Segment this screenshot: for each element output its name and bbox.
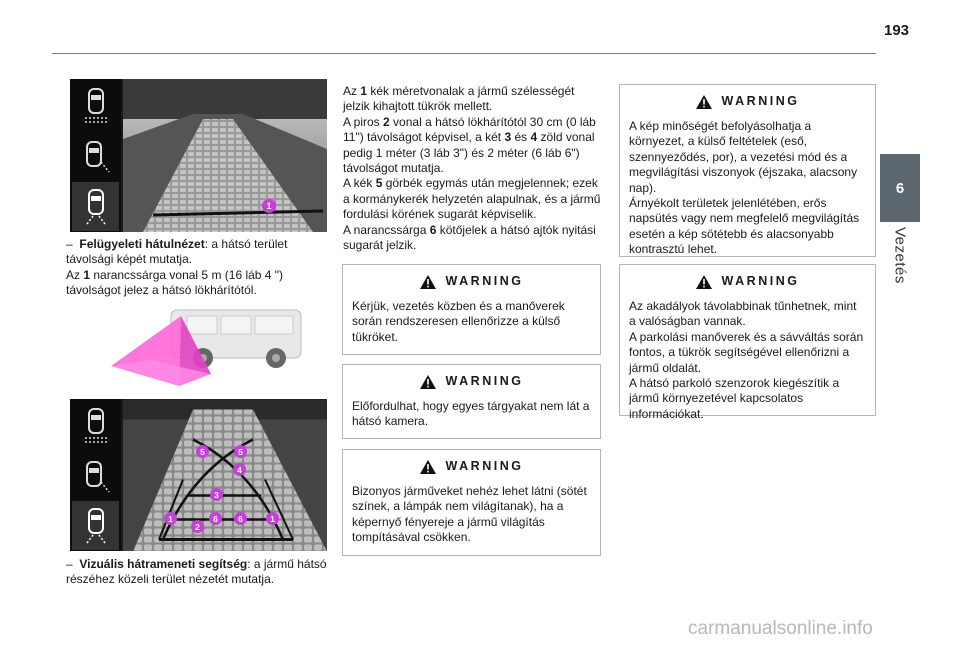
text: zöld vonal pedig 1 méter (3 láb 3") és 2 méter (6 láb 6") távolságot mutatja.	[343, 130, 595, 176]
reversing-aid-text: : a jármű hátsó részéhez közeli terület nézetét mutatja.	[66, 557, 327, 587]
ref-number: 1	[360, 84, 368, 98]
warning-text: Előfordulhat, hogy egyes tárgyakat nem lát a hátsó kamera.	[352, 399, 590, 429]
warning-title: WARNING	[445, 459, 524, 474]
marker-1-right: 1	[266, 512, 279, 525]
section-tab[interactable]: 6	[880, 154, 920, 222]
term-monitoring-view: Felügyeleti hátulnézet	[79, 237, 205, 251]
warning-text: Bizonyos járműveket nehéz lehet látni (sötét színek, a lámpák nem világítanak), ha a képernyő fényereje a jármű világítás tompításával csökken.	[352, 484, 587, 545]
watermark: carmanualsonline.info	[688, 618, 873, 639]
marker-2: 2	[191, 520, 204, 533]
distance-marker-1: 1	[262, 199, 276, 213]
warning-text: A kép minőségét befolyásolhatja a környezet, a külső feltételek (eső, szennyeződés, por), a vezetési mód és a megvilágítási viszonyok (éjszaka, alacsony nap).	[629, 119, 858, 195]
monitoring-text: : a hátsó terület távolsági képét mutatja.	[66, 237, 288, 267]
camera-view-icons	[70, 399, 121, 551]
warning-triangle-icon	[696, 95, 712, 109]
warning-triangle-icon	[420, 460, 436, 474]
text: Az	[343, 84, 361, 98]
camera-scene-near	[123, 399, 327, 551]
marker-1-left: 1	[164, 512, 177, 525]
warning-box-visibility	[342, 449, 601, 556]
warning-title: WARNING	[445, 274, 524, 289]
header-rule	[52, 53, 876, 54]
text: és	[511, 130, 531, 145]
ref-number: 1	[83, 267, 91, 282]
text: Az	[66, 267, 84, 282]
orange-line-text: narancssárga vonal 5 m (16 láb 4 ") távolságot jelez a hátsó lökhárítótól.	[66, 267, 284, 298]
text: görbék egymás után megjelennek; ezek a kormánykerék helyzetén alapulnak, és a jármű fordulási körének sugarát képviselik.	[343, 176, 601, 222]
text: A narancssárga	[343, 222, 430, 237]
monitoring-view-description	[66, 237, 328, 299]
warning-box-mirrors	[342, 264, 601, 355]
camera-scene-far	[123, 79, 327, 232]
ref-number: 2	[383, 114, 390, 129]
side-view-icon	[72, 132, 119, 181]
warning-box-obstacles	[619, 264, 876, 421]
section-label: Vezetés	[891, 226, 909, 284]
camera-view-icons	[70, 79, 121, 232]
page-number: 193	[884, 22, 910, 39]
warning-title: WARNING	[721, 274, 800, 289]
warning-text: Árnyékolt területek jelenlétében, erős napsütés vagy nem megfelelő megvilágítás esetén a kép sötétebb és alacsonyabb kontrasztú lehet.	[629, 196, 860, 257]
marker-3: 3	[210, 488, 223, 501]
warning-title: WARNING	[445, 374, 524, 389]
dash: –	[66, 557, 73, 571]
ref-number: 5	[375, 176, 383, 191]
side-view-icon	[72, 452, 119, 501]
marker-5-right: 5	[234, 445, 247, 458]
warning-text: Kérjük, vezetés közben és a manőverek során rendszeresen ellenőrizze a külső tükröket.	[352, 299, 565, 344]
warning-box-image-quality	[619, 84, 876, 257]
reversing-aid-description	[66, 557, 328, 588]
ref-number: 3	[504, 130, 512, 145]
text: A piros	[343, 114, 384, 129]
guideline-explanation	[343, 84, 601, 253]
warning-box-camera	[342, 364, 601, 439]
text: A kék	[343, 176, 376, 191]
text: kötőjelek a hátsó ajtók nyitási sugarát jelzik.	[343, 222, 596, 253]
warning-text: Az akadályok távolabbinak tűnhetnek, mint a valóságban vannak.	[629, 299, 857, 329]
rear-view-icon	[72, 182, 119, 231]
vehicle-camera-cone-illustration	[111, 308, 306, 393]
marker-6-right: 6	[234, 512, 247, 525]
term-reversing-aid: Vizuális hátrameneti segítség	[79, 557, 248, 571]
top-view-icon	[72, 401, 119, 450]
marker-5-left: 5	[196, 445, 209, 458]
camera-image-monitoring	[70, 79, 327, 232]
warning-text: A hátsó parkoló szenzorok kiegészítik a jármű környezetével kapcsolatos információkat.	[629, 376, 840, 421]
rear-view-icon	[72, 501, 119, 550]
ref-number: 4	[530, 130, 538, 145]
warning-title: WARNING	[721, 94, 800, 109]
warning-triangle-icon	[420, 275, 436, 289]
text: vonal a hátsó lökhárítótól 30 cm (0 láb 11") távolságot képvisel, a két	[343, 114, 596, 145]
dash: –	[66, 237, 73, 251]
warning-text: A parkolási manőverek és a sávváltás során fontos, a tükrök segítségével ellenőrizni a jármű oldalát.	[629, 329, 864, 375]
top-view-icon	[72, 81, 119, 130]
marker-4: 4	[233, 463, 246, 476]
warning-triangle-icon	[420, 375, 436, 389]
marker-6-left: 6	[209, 512, 222, 525]
warning-triangle-icon	[696, 275, 712, 289]
camera-image-reversing-aid	[70, 399, 327, 551]
text: kék méretvonalak a jármű szélességét jelzik kihajtott tükrök mellett.	[343, 84, 575, 114]
ref-number: 6	[429, 222, 437, 237]
